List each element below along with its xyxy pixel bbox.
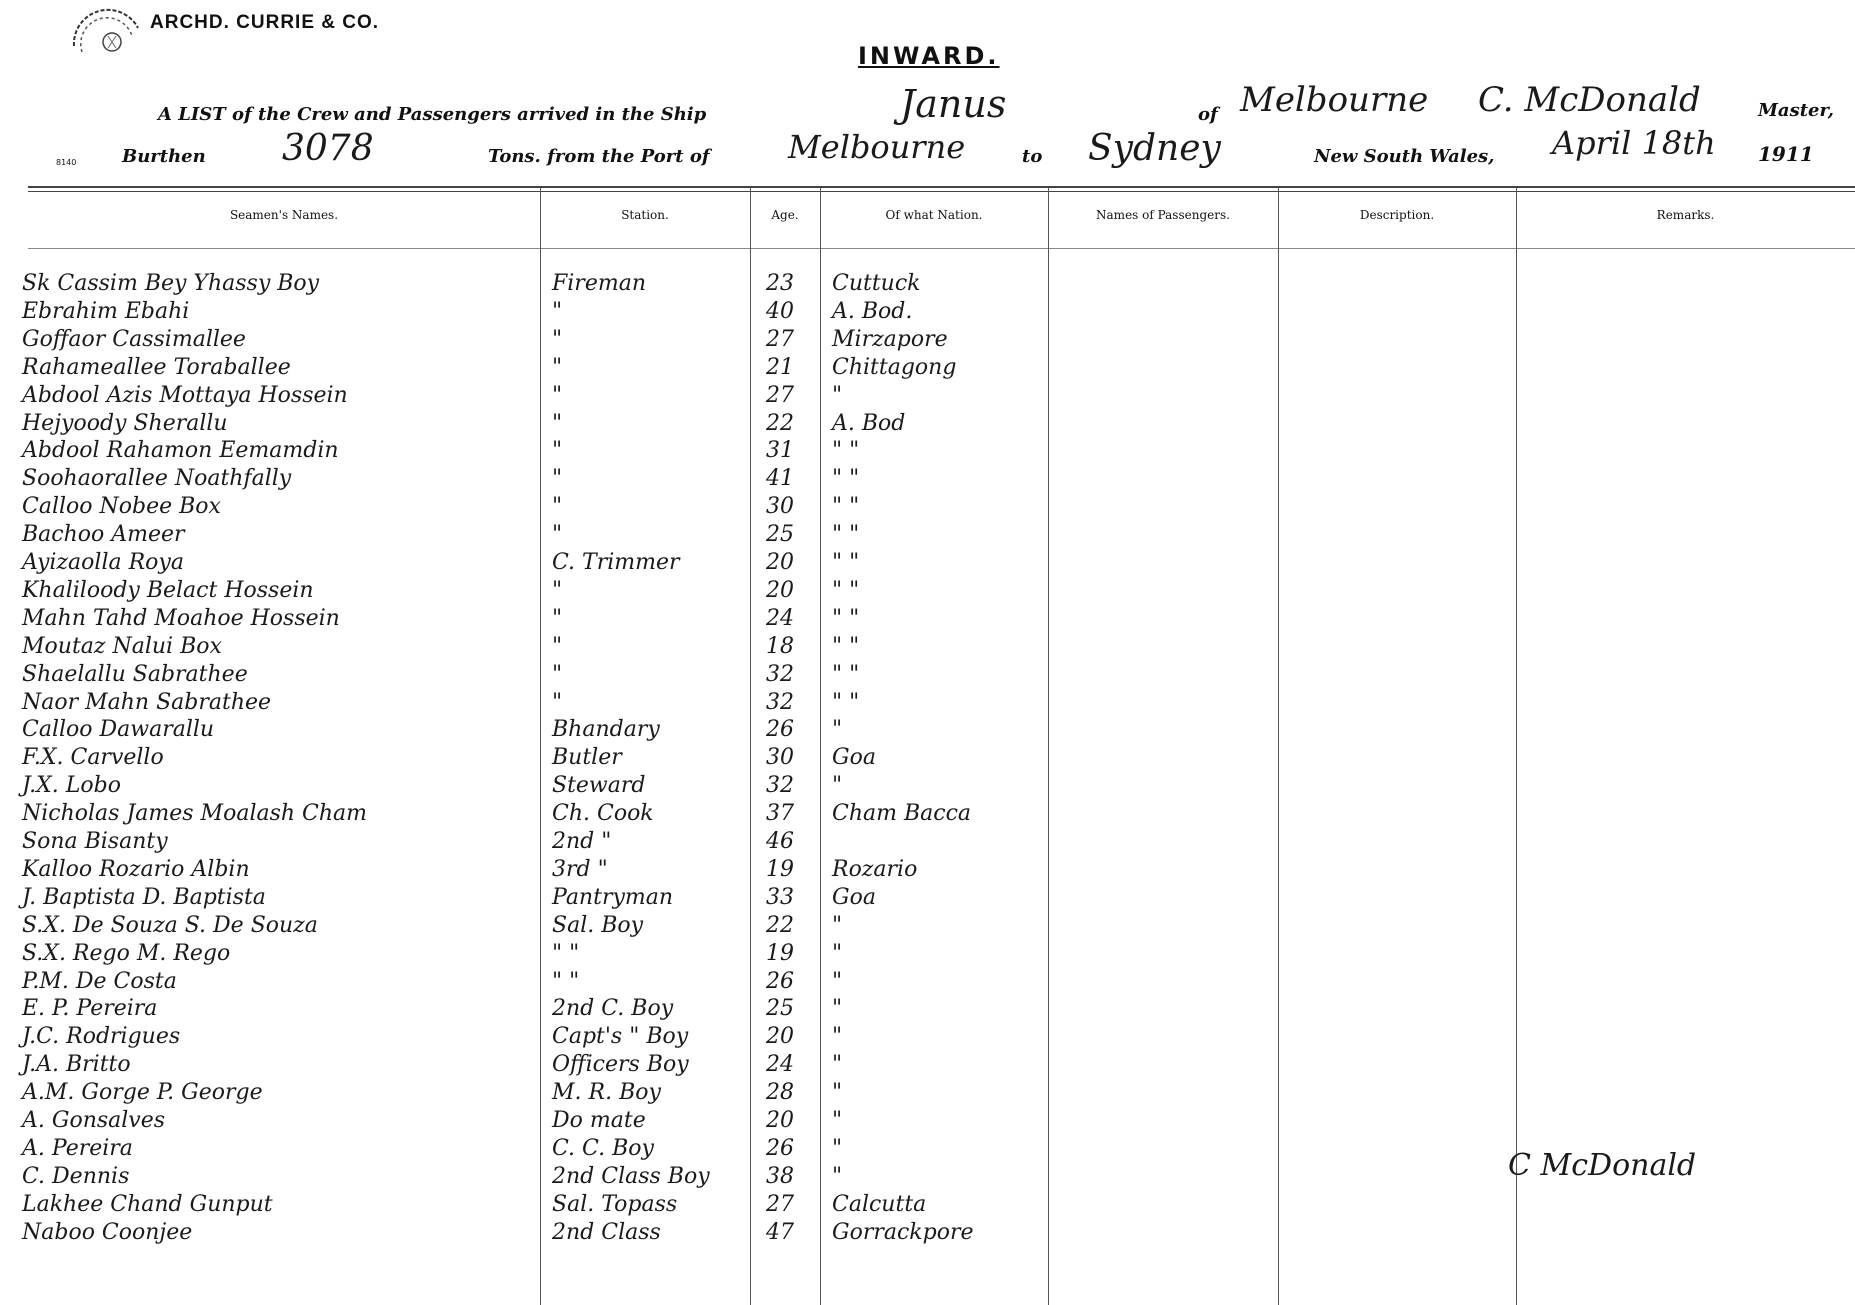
crew-nation: A. Bod. xyxy=(832,298,913,324)
crew-age: 26 xyxy=(766,968,794,994)
crew-age: 28 xyxy=(766,1080,794,1106)
crew-station: Capt's " Boy xyxy=(552,1024,689,1050)
table-row xyxy=(0,884,1855,912)
table-row xyxy=(0,995,1855,1023)
table-row xyxy=(0,1051,1855,1079)
crew-nation: " xyxy=(832,1135,843,1161)
crew-age: 18 xyxy=(766,633,794,659)
crew-name: Goffaor Cassimallee xyxy=(22,326,246,352)
crew-nation: " xyxy=(832,1080,843,1106)
crew-nation: " xyxy=(832,996,843,1022)
crew-name: J.X. Lobo xyxy=(22,773,121,799)
table-row xyxy=(0,744,1855,772)
table-row xyxy=(0,549,1855,577)
crew-name: Hejyoody Sherallu xyxy=(22,410,228,436)
column-header-age: Age. xyxy=(771,208,799,222)
crew-age: 25 xyxy=(766,996,794,1022)
column-header-nation: Of what Nation. xyxy=(885,208,983,222)
crew-name: Calloo Dawarallu xyxy=(22,717,215,743)
crew-name: Bachoo Ameer xyxy=(22,522,185,548)
crew-age: 20 xyxy=(766,1108,794,1133)
crew-age: 27 xyxy=(766,326,794,352)
table-row xyxy=(0,828,1855,856)
crew-nation: A. Bod xyxy=(832,410,906,436)
crew-station: Pantryman xyxy=(552,884,674,910)
table-row xyxy=(0,493,1855,521)
crew-age: 20 xyxy=(766,1024,794,1050)
table-row xyxy=(0,1191,1855,1219)
crew-nation: " xyxy=(832,1108,843,1133)
crew-nation: Gorrackpore xyxy=(832,1219,974,1245)
crew-name: Calloo Nobee Box xyxy=(22,494,221,520)
crew-nation: " " xyxy=(832,494,860,520)
crew-station: " xyxy=(552,577,563,603)
crew-station: Sal. Boy xyxy=(552,912,644,938)
crew-age: 47 xyxy=(766,1219,794,1245)
crew-age: 46 xyxy=(766,829,794,854)
crew-name: A. Pereira xyxy=(22,1135,133,1161)
table-row xyxy=(0,772,1855,800)
crew-nation: Cham Bacca xyxy=(832,801,972,827)
crew-nation: " xyxy=(832,968,843,994)
crew-name: Khaliloody Belact Hossein xyxy=(22,577,314,603)
crew-age: 30 xyxy=(766,745,794,771)
master-phrase: Master, xyxy=(1758,100,1834,121)
crew-name: Moutaz Nalui Box xyxy=(22,633,222,659)
crew-age: 22 xyxy=(766,912,794,938)
table-row xyxy=(0,912,1855,940)
crew-station: " " xyxy=(552,968,580,994)
crew-station: " xyxy=(552,689,563,715)
crew-nation: " " xyxy=(832,605,860,631)
crew-station: Do mate xyxy=(552,1108,646,1133)
header-rule-thin xyxy=(28,191,1855,192)
table-row xyxy=(0,1079,1855,1107)
crew-nation: Chittagong xyxy=(832,354,957,380)
table-row xyxy=(0,437,1855,465)
crew-station: 2nd " xyxy=(552,829,612,854)
table-row xyxy=(0,1219,1855,1247)
crew-name: P.M. De Costa xyxy=(22,968,177,994)
arrival-date: April 18th xyxy=(1552,124,1716,162)
crew-nation: " xyxy=(832,940,843,966)
crew-station: 2nd Class Boy xyxy=(552,1163,710,1189)
column-header-rule xyxy=(28,248,1855,249)
crew-age: 26 xyxy=(766,1135,794,1161)
column-header-seamen: Seamen's Names. xyxy=(229,208,339,222)
crew-nation: " " xyxy=(832,633,860,659)
crew-age: 27 xyxy=(766,1191,794,1217)
table-row xyxy=(0,968,1855,996)
table-row xyxy=(0,1107,1855,1135)
crew-name: Sona Bisanty xyxy=(22,829,168,854)
crew-name: Lakhee Chand Gunput xyxy=(22,1191,273,1217)
column-header-description: Description. xyxy=(1359,208,1435,222)
burthen-value: 3078 xyxy=(282,128,374,169)
port-of-registry: Melbourne xyxy=(1240,80,1429,120)
stamp-icon xyxy=(68,6,146,68)
table-row xyxy=(0,1023,1855,1051)
crew-nation: " " xyxy=(832,550,860,575)
crew-nation: Calcutta xyxy=(832,1191,927,1217)
crew-name: Shaelallu Sabrathee xyxy=(22,661,248,687)
crew-nation: " " xyxy=(832,438,860,464)
crew-station: 3rd " xyxy=(552,856,608,882)
table-row xyxy=(0,354,1855,382)
ship-name: Janus xyxy=(900,82,1007,126)
crew-station: 2nd Class xyxy=(552,1219,661,1245)
crew-station: Fireman xyxy=(552,271,646,296)
crew-name: Abdool Azis Mottaya Hossein xyxy=(22,382,348,408)
crew-name: E. P. Pereira xyxy=(22,996,158,1022)
to-phrase: to xyxy=(1022,146,1043,167)
crew-age: 31 xyxy=(766,438,794,464)
crew-nation: " xyxy=(832,1052,843,1078)
crew-name: Ebrahim Ebahi xyxy=(22,298,190,324)
crew-age: 26 xyxy=(766,717,794,743)
crew-name: Naor Mahn Sabrathee xyxy=(22,689,272,715)
table-row xyxy=(0,689,1855,717)
crew-station: " xyxy=(552,633,563,659)
crew-nation: " xyxy=(832,912,843,938)
signature: C McDonald xyxy=(1508,1148,1697,1183)
crew-age: 19 xyxy=(766,856,794,882)
form-code: 8140 xyxy=(56,158,77,167)
table-row xyxy=(0,521,1855,549)
crew-age: 22 xyxy=(766,410,794,436)
crew-age: 32 xyxy=(766,773,794,799)
crew-age: 19 xyxy=(766,940,794,966)
crew-station: " xyxy=(552,661,563,687)
crew-nation: Goa xyxy=(832,884,876,910)
table-row xyxy=(0,633,1855,661)
crew-station: " " xyxy=(552,940,580,966)
crew-station: " xyxy=(552,382,563,408)
crew-station: Bhandary xyxy=(552,717,660,743)
crew-age: 40 xyxy=(766,298,794,324)
crew-age: 20 xyxy=(766,550,794,575)
header-rule-top xyxy=(28,186,1855,188)
table-row xyxy=(0,465,1855,493)
crew-nation: Cuttuck xyxy=(832,271,921,296)
crew-nation: " " xyxy=(832,522,860,548)
crew-age: 23 xyxy=(766,271,794,296)
crew-station: Officers Boy xyxy=(552,1052,689,1078)
column-header-remarks: Remarks. xyxy=(1656,208,1715,222)
crew-station: " xyxy=(552,605,563,631)
crew-age: 37 xyxy=(766,801,794,827)
arrival-year: 1911 xyxy=(1758,142,1814,166)
crew-nation: " xyxy=(832,1024,843,1050)
from-port: Melbourne xyxy=(788,128,966,166)
crew-nation: " " xyxy=(832,577,860,603)
crew-nation: Mirzapore xyxy=(832,326,948,352)
to-port: Sydney xyxy=(1088,128,1221,169)
crew-age: 41 xyxy=(766,466,794,492)
crew-nation: " " xyxy=(832,689,860,715)
table-row xyxy=(0,856,1855,884)
crew-nation: " xyxy=(832,773,843,799)
table-row xyxy=(0,661,1855,689)
master-name: C. McDonald xyxy=(1478,80,1701,120)
crew-station: C. Trimmer xyxy=(552,550,680,575)
table-row xyxy=(0,940,1855,968)
crew-name: Abdool Rahamon Eemamdin xyxy=(22,438,339,464)
table-row xyxy=(0,577,1855,605)
crew-name: Rahameallee Toraballee xyxy=(22,354,291,380)
crew-name: Sk Cassim Bey Yhassy Boy xyxy=(22,271,320,296)
column-header-station: Station. xyxy=(621,208,669,222)
crew-station: " xyxy=(552,410,563,436)
crew-station: C. C. Boy xyxy=(552,1135,654,1161)
burthen-phrase: Burthen xyxy=(122,146,206,167)
crew-station: " xyxy=(552,298,563,324)
table-row xyxy=(0,382,1855,410)
crew-nation: " xyxy=(832,382,843,408)
crew-age: 20 xyxy=(766,577,794,603)
crew-station: Butler xyxy=(552,745,622,771)
crew-station: M. R. Boy xyxy=(552,1080,661,1106)
crew-nation: Rozario xyxy=(832,856,918,882)
crew-age: 24 xyxy=(766,1052,794,1078)
crew-station: " xyxy=(552,522,563,548)
crew-station: " xyxy=(552,494,563,520)
crew-nation: " " xyxy=(832,661,860,687)
table-row xyxy=(0,410,1855,438)
state-phrase: New South Wales, xyxy=(1314,146,1495,167)
crew-name: A.M. Gorge P. George xyxy=(22,1080,263,1106)
table-row xyxy=(0,270,1855,298)
of-phrase: of xyxy=(1198,104,1218,125)
crew-station: Ch. Cook xyxy=(552,801,654,827)
crew-age: 21 xyxy=(766,354,794,380)
crew-station: " xyxy=(552,354,563,380)
crew-name: Ayizaolla Roya xyxy=(22,550,184,575)
crew-name: J.C. Rodrigues xyxy=(22,1024,181,1050)
column-header-passengers: Names of Passengers. xyxy=(1096,208,1230,222)
crew-name: J.A. Britto xyxy=(22,1052,131,1078)
table-row xyxy=(0,326,1855,354)
tons-phrase: Tons. from the Port of xyxy=(488,146,710,167)
crew-name: S.X. De Souza S. De Souza xyxy=(22,912,318,938)
list-phrase: A LIST of the Crew and Passengers arrived in the Ship xyxy=(158,104,707,125)
crew-name: C. Dennis xyxy=(22,1163,130,1189)
crew-age: 25 xyxy=(766,522,794,548)
crew-age: 30 xyxy=(766,494,794,520)
document-title: INWARD. xyxy=(858,42,1000,70)
crew-name: Nicholas James Moalash Cham xyxy=(22,801,368,827)
crew-station: 2nd C. Boy xyxy=(552,996,674,1022)
crew-name: Soohaorallee Noathfally xyxy=(22,466,292,492)
crew-age: 24 xyxy=(766,605,794,631)
crew-name: Kalloo Rozario Albin xyxy=(22,856,250,882)
crew-name: J. Baptista D. Baptista xyxy=(22,884,266,910)
crew-station: " xyxy=(552,438,563,464)
crew-station: " xyxy=(552,326,563,352)
crew-nation: Goa xyxy=(832,745,876,771)
crew-name: Mahn Tahd Moahoe Hossein xyxy=(22,605,340,631)
crew-age: 38 xyxy=(766,1163,794,1189)
crew-nation: " xyxy=(832,1163,843,1189)
crew-nation: " " xyxy=(832,466,860,492)
crew-station: Steward xyxy=(552,773,646,799)
crew-name: F.X. Carvello xyxy=(22,745,164,771)
crew-age: 27 xyxy=(766,382,794,408)
table-row xyxy=(0,298,1855,326)
table-row xyxy=(0,800,1855,828)
table-row xyxy=(0,716,1855,744)
firm-name: ARCHD. CURRIE & CO. xyxy=(150,12,380,33)
crew-name: A. Gonsalves xyxy=(22,1108,166,1133)
crew-station: " xyxy=(552,466,563,492)
crew-age: 32 xyxy=(766,689,794,715)
crew-age: 32 xyxy=(766,661,794,687)
crew-name: S.X. Rego M. Rego xyxy=(22,940,231,966)
crew-age: 33 xyxy=(766,884,794,910)
table-row xyxy=(0,605,1855,633)
crew-nation: " xyxy=(832,717,843,743)
crew-station: Sal. Topass xyxy=(552,1191,678,1217)
crew-name: Naboo Coonjee xyxy=(22,1219,193,1245)
